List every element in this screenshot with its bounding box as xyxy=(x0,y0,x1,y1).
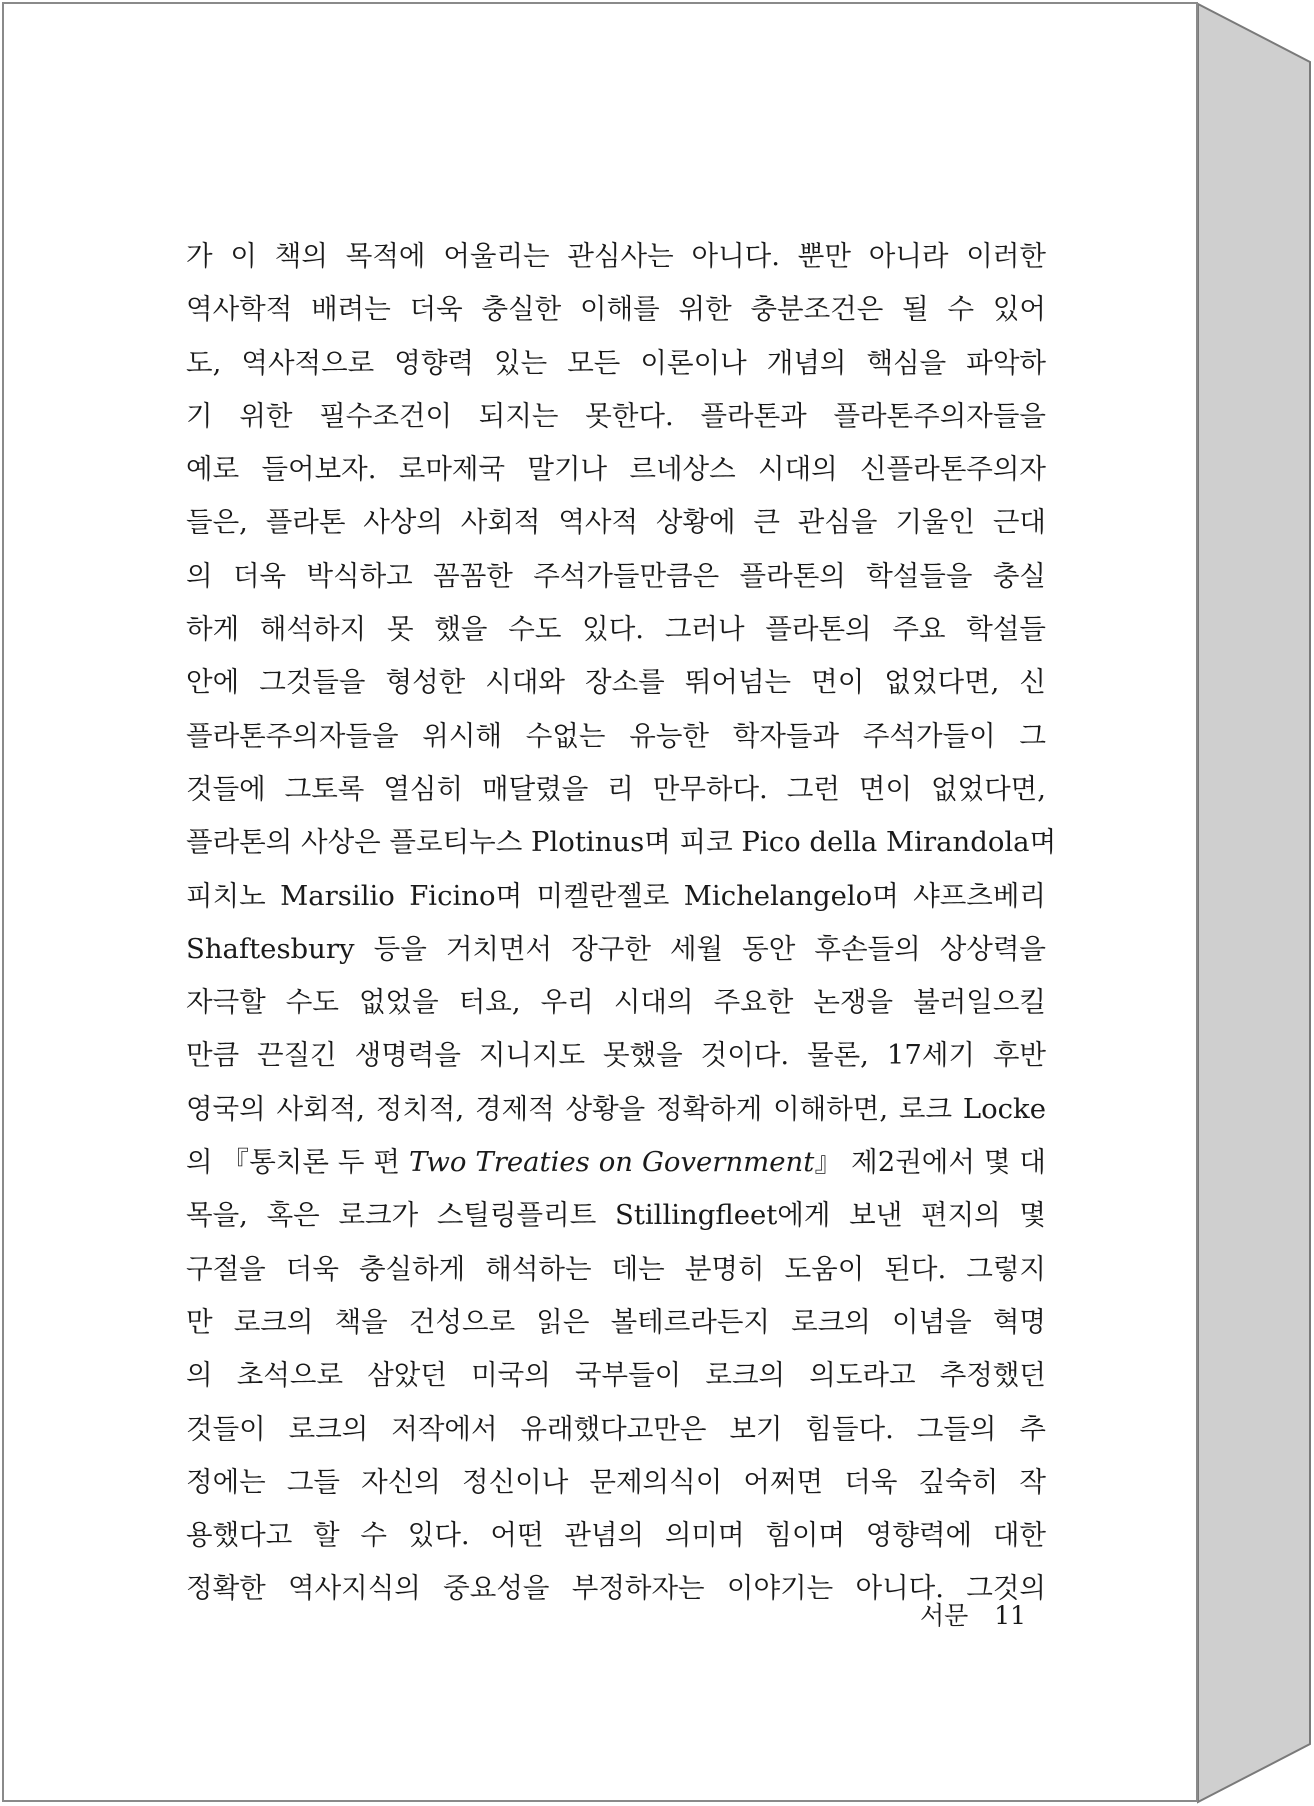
text-line: 정확한 역사지식의 중요성을 부정하자는 이야기는 아니다. 그것의 xyxy=(186,1572,1046,1605)
text-line: 플라톤의 사상은 플로티누스 Plotinus며 피코 Pico della Mirandola며 xyxy=(186,826,1057,859)
text-line: 만 로크의 책을 건성으로 읽은 볼테르라든지 로크의 이념을 혁명 xyxy=(186,1305,1046,1338)
text-line: 정에는 그들 자신의 정신이나 문제의식이 어쩌면 더욱 깊숙히 작 xyxy=(186,1465,1046,1498)
text-line: 도, 역사적으로 영향력 있는 모든 이론이나 개념의 핵심을 파악하 xyxy=(186,346,1046,379)
text-line: 기 위한 필수조건이 되지는 못한다. 플라톤과 플라톤주의자들을 xyxy=(186,399,1046,432)
text-line: 하게 해석하지 못 했을 수도 있다. 그러나 플라톤의 주요 학설들 xyxy=(186,613,1046,646)
text-line: 목을, 혹은 로크가 스틸링플리트 Stillingfleet에게 보낸 편지의 몇 xyxy=(186,1199,1046,1232)
line-prefix: 의 『통치론 두 편 xyxy=(186,1146,409,1179)
page-number: 11 xyxy=(994,1601,1027,1630)
text-line: 피치노 Marsilio Ficino며 미켈란젤로 Michelangelo며 샤프츠베리 xyxy=(186,879,1046,912)
text-line: 영국의 사회적, 정치적, 경제적 상황을 정확하게 이해하면, 로크 Locke xyxy=(186,1092,1046,1125)
text-line: 구절을 더욱 충실하게 해석하는 데는 분명히 도움이 된다. 그렇지 xyxy=(186,1252,1046,1285)
body-text xyxy=(186,230,1057,1616)
text-line: 것들에 그토록 열심히 매달렸을 리 만무하다. 그런 면이 없었다면, xyxy=(186,772,1046,805)
text-line-with-title xyxy=(186,1136,1046,1189)
text-line: 플라톤주의자들을 위시해 수없는 유능한 학자들과 주석가들이 그 xyxy=(186,719,1046,752)
text-line: 만큼 끈질긴 생명력을 지니지도 못했을 것이다. 물론, 17세기 후반 xyxy=(186,1039,1046,1072)
page-footer xyxy=(920,1596,1027,1632)
text-line: Shaftesbury 등을 거치면서 장구한 세월 동안 후손들의 상상력을 xyxy=(186,932,1046,965)
text-line: 용했다고 할 수 있다. 어떤 관념의 의미며 힘이며 영향력에 대한 xyxy=(186,1519,1046,1552)
book-title: Two Treaties on Government xyxy=(408,1146,815,1179)
text-line: 안에 그것들을 형성한 시대와 장소를 뛰어넘는 면이 없었다면, 신 xyxy=(186,666,1046,699)
text-line: 역사학적 배려는 더욱 충실한 이해를 위한 충분조건은 될 수 있어 xyxy=(186,293,1046,326)
text-line: 들은, 플라톤 사상의 사회적 역사적 상황에 큰 관심을 기울인 근대 xyxy=(186,506,1046,539)
text-line: 예로 들어보자. 로마제국 말기나 르네상스 시대의 신플라톤주의자 xyxy=(186,453,1046,486)
line-suffix: 』 제2권에서 몇 대 xyxy=(814,1146,1046,1179)
text-line: 것들이 로크의 저작에서 유래했다고만은 보기 힘들다. 그들의 추 xyxy=(186,1412,1046,1445)
text-line: 의 더욱 박식하고 꼼꼼한 주석가들만큼은 플라톤의 학설들을 충실 xyxy=(186,559,1046,592)
text-line: 의 초석으로 삼았던 미국의 국부들이 로크의 의도라고 추정했던 xyxy=(186,1359,1046,1392)
text-line: 가 이 책의 목적에 어울리는 관심사는 아니다. 뿐만 아니라 이러한 xyxy=(186,240,1046,272)
text-line: 자극할 수도 없었을 터요, 우리 시대의 주요한 논쟁을 불러일으킬 xyxy=(186,986,1046,1019)
running-foot-section: 서문 xyxy=(920,1601,969,1630)
